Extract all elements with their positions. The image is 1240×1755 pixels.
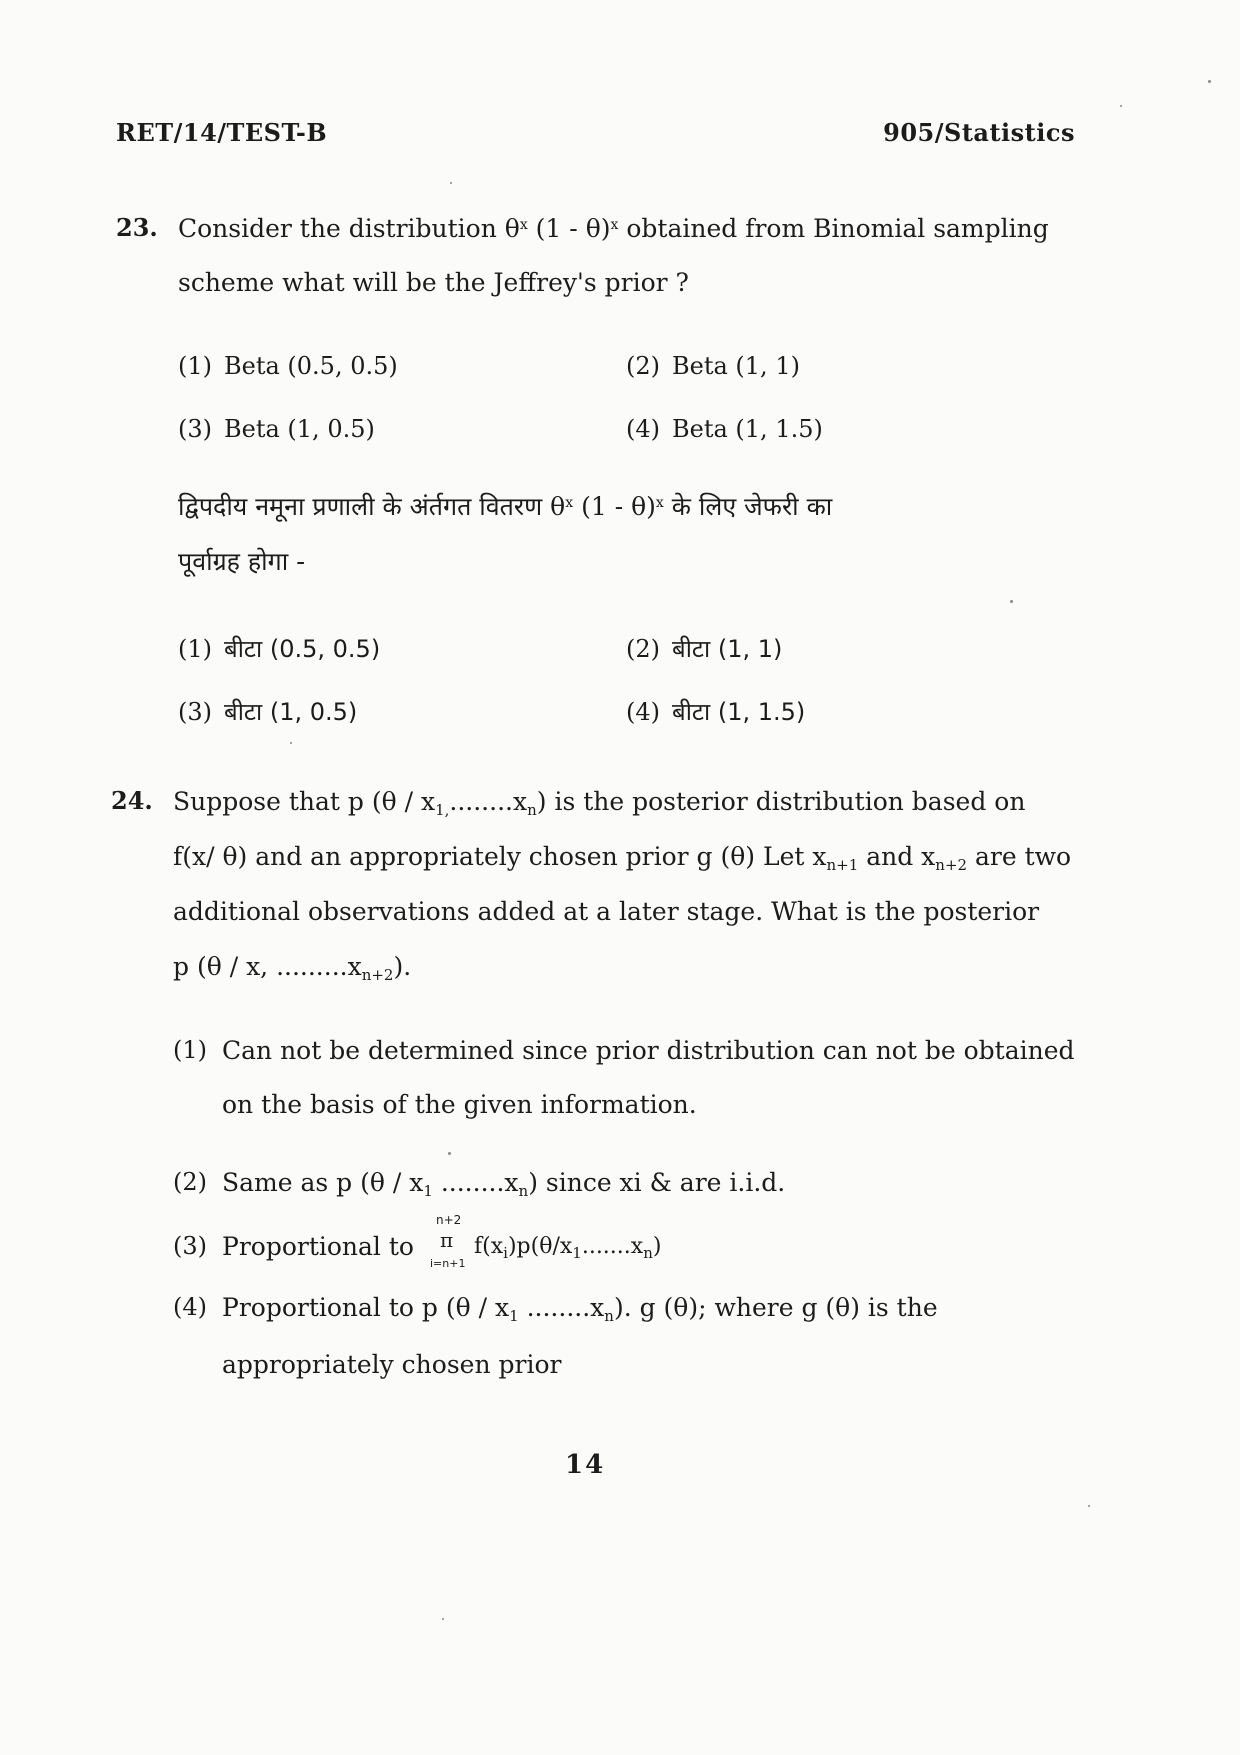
q23-hindi-option-4: (4) बीटा (1, 1.5)	[626, 698, 806, 726]
scan-speck	[1010, 600, 1013, 603]
question-24-line-2: f(x/ θ) and an appropriately chosen prior g (θ) Let $x_{n+1}$ and $x_{n+2}$ are two	[173, 842, 1072, 874]
q24-option-1-number: (1)	[173, 1036, 207, 1064]
q24-option-4-number: (4)	[173, 1293, 207, 1321]
question-24-line-4: p (θ / x, $.........x_{n+2}$).	[173, 952, 412, 984]
scan-speck	[450, 182, 452, 184]
q23-option-4: (4) Beta (1, 1.5)	[626, 415, 823, 443]
q23-hindi-option-2: (2) बीटा (1, 1)	[626, 635, 783, 663]
question-23-line-1: Consider the distribution $\theta^x$ (1 - θ)$^x$ obtained from Binomial sampling	[178, 214, 1049, 243]
q24-option-1-line-2: on the basis of the given information.	[222, 1090, 697, 1119]
scan-speck	[1088, 1505, 1090, 1507]
question-24-line-3: additional observations added at a later stage. What is the posterior	[173, 897, 1040, 926]
page-number: 14	[565, 1450, 606, 1480]
subject-code: 905/Statistics	[883, 118, 1075, 147]
product-lower-limit: i=n+1	[430, 1257, 466, 1270]
paper-code: RET/14/TEST-B	[116, 118, 328, 147]
scan-speck	[290, 742, 292, 744]
scan-speck	[1208, 80, 1211, 83]
q24-option-3-number: (3)	[173, 1232, 207, 1260]
q24-option-4-line-2: appropriately chosen prior	[222, 1350, 562, 1379]
q23-option-1: (1) Beta (0.5, 0.5)	[178, 352, 398, 380]
q24-option-2-number: (2)	[173, 1168, 207, 1196]
q24-option-1-line-1: Can not be determined since prior distribution can not be obtained	[222, 1036, 1075, 1065]
question-23-hindi-line-2: पूर्वाग्रह होगा -	[178, 547, 306, 576]
scan-speck	[1120, 105, 1122, 107]
question-24-line-1: Suppose that p $(\theta / x_{1,}........x_n)$ is the posterior distribution based on	[173, 787, 1026, 819]
q24-option-4-line-1: Proportional to p ($\theta / x_1$ $........x_n$). g (θ); where g (θ) is the	[222, 1293, 938, 1325]
q24-option-2-text: Same as p ($\theta / x_1$ $........x_n$) since xi & are i.i.d.	[222, 1168, 786, 1200]
question-23-number: 23.	[116, 213, 158, 242]
q23-option-3: (3) Beta (1, 0.5)	[178, 415, 375, 443]
q23-hindi-option-3: (3) बीटा (1, 0.5)	[178, 698, 358, 726]
product-symbol: π	[440, 1228, 454, 1252]
q23-hindi-option-1: (1) बीटा (0.5, 0.5)	[178, 635, 381, 663]
scan-speck	[448, 1152, 451, 1155]
q23-option-2: (2) Beta (1, 1)	[626, 352, 800, 380]
q24-option-3-label: Proportional to	[222, 1232, 414, 1261]
scan-speck	[442, 1618, 444, 1620]
question-23-hindi-line-1: द्विपदीय नमूना प्रणाली के अंर्तगत वितरण $\theta^x$ (1 - θ)$^x$ के लिए जेफरी का	[178, 492, 833, 521]
q24-option-3-expression: $f(x_i)p(\theta/x_1.......x_n)$	[474, 1234, 662, 1262]
question-23-line-2: scheme what will be the Jeffrey's prior ?	[178, 268, 689, 297]
product-upper-limit: n+2	[436, 1213, 462, 1227]
question-24-number: 24.	[111, 786, 153, 815]
